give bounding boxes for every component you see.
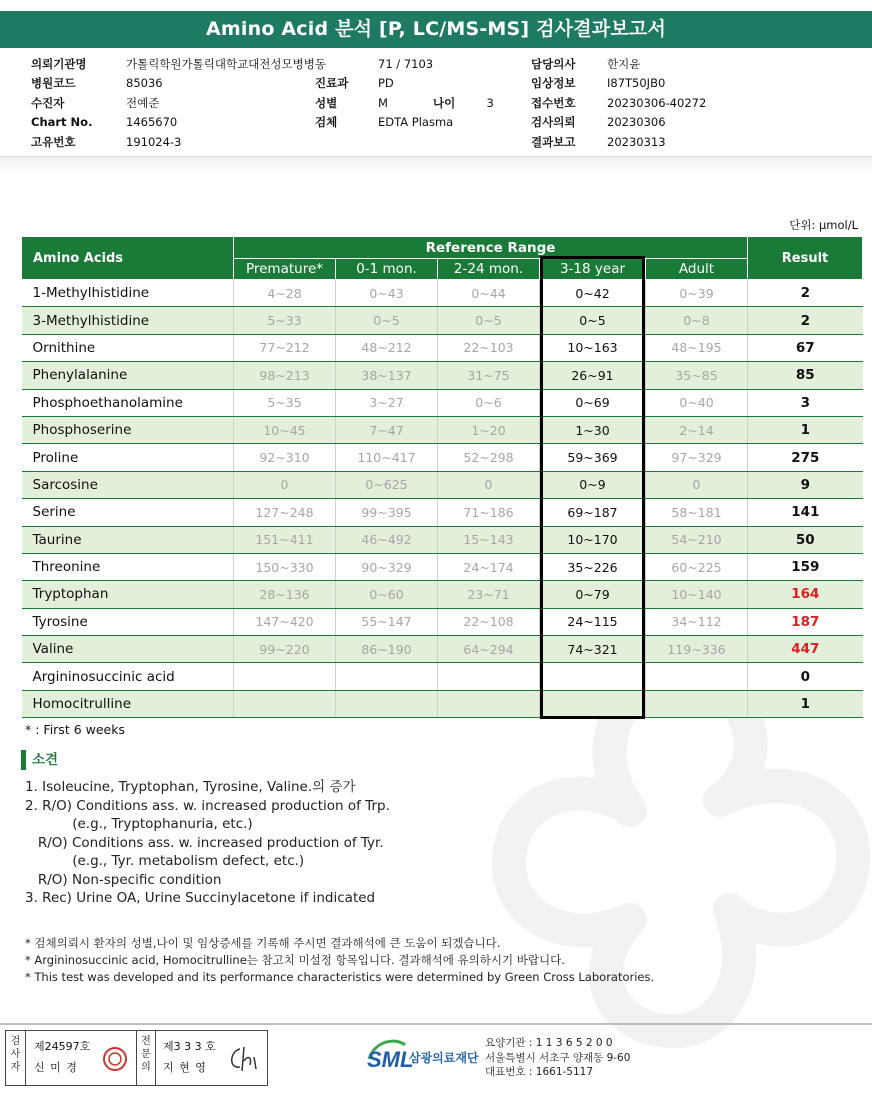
- ref-range-cell: 98~213: [234, 362, 336, 389]
- table-row: [22, 389, 863, 416]
- table-row: [22, 416, 863, 443]
- amino-acid-name: Phenylalanine: [22, 362, 234, 389]
- table-row: [22, 499, 863, 526]
- tester-number: 제24597호: [34, 1040, 91, 1053]
- ref-range-cell: 35~226: [540, 553, 646, 580]
- ref-range-cell: 60~225: [646, 553, 748, 580]
- table-row: [22, 307, 863, 334]
- patient-info-labels-3: [531, 55, 575, 152]
- ref-range-cell: 127~248: [234, 499, 336, 526]
- amino-acid-name: Tyrosine: [22, 608, 234, 635]
- result-value: 141: [748, 499, 863, 526]
- ref-range-cell: 0~44: [438, 280, 540, 307]
- col2-label-0: [315, 55, 348, 74]
- table-row: [22, 444, 863, 471]
- ref-range-cell: 0~5: [336, 307, 438, 334]
- ref-range-cell: 55~147: [336, 608, 438, 635]
- ref-range-cell: 71~186: [438, 499, 540, 526]
- col1-value-1: 85036: [126, 76, 163, 91]
- col2-value-2: M: [378, 95, 388, 110]
- ref-range-cell: 7~47: [336, 416, 438, 443]
- patient-info-values-1: [126, 55, 326, 152]
- subheader-ref-0: Premature*: [234, 259, 336, 280]
- ref-range-cell: 0~43: [336, 280, 438, 307]
- result-value: 1: [748, 690, 863, 717]
- ref-range-cell: [646, 690, 748, 717]
- finding-line: (e.g., Tryptophanuria, etc.): [25, 816, 253, 832]
- col3-label-3: 검사의뢰: [531, 115, 576, 130]
- subheader-ref-4: Adult: [646, 259, 748, 280]
- table-row: [22, 280, 863, 307]
- col2-value-1: PD: [378, 76, 394, 91]
- col3-label-4: 결과보고: [531, 134, 576, 149]
- result-value: 164: [748, 581, 863, 608]
- age-range-highlight-box: [540, 256, 645, 719]
- ref-range-cell: 99~220: [234, 636, 336, 663]
- ref-range-cell: 5~35: [234, 389, 336, 416]
- amino-acid-name: Ornithine: [22, 334, 234, 361]
- col2-label-2: 성별: [315, 95, 338, 110]
- result-value: 275: [748, 444, 863, 471]
- ref-range-cell: 23~71: [438, 581, 540, 608]
- table-row: [22, 526, 863, 553]
- col2-value-3: EDTA Plasma: [378, 115, 454, 130]
- age-info: [433, 94, 494, 113]
- col2-label-1: 진료과: [315, 76, 349, 91]
- findings-title: 소견: [21, 750, 58, 770]
- result-value: 3: [748, 389, 863, 416]
- ref-range-cell: 5~33: [234, 307, 336, 334]
- ref-range-cell: 24~174: [438, 553, 540, 580]
- col1-label-3: Chart No.: [31, 115, 93, 130]
- col1-label-1: 병원코드: [31, 76, 76, 91]
- ref-range-cell: 31~75: [438, 362, 540, 389]
- ref-range-cell: 0: [234, 471, 336, 498]
- finding-line: 1. Isoleucine, Tryptophan, Tyrosine, Valine.의 증가: [25, 779, 356, 795]
- ref-range-cell: 10~45: [234, 416, 336, 443]
- result-value: 0: [748, 663, 863, 690]
- table-row: [22, 663, 863, 690]
- patient-info-labels-1: [31, 55, 92, 152]
- ref-range-cell: 0~79: [540, 581, 646, 608]
- amino-acid-name: Serine: [22, 499, 234, 526]
- ref-range-cell: 0~69: [540, 389, 646, 416]
- ref-range-cell: [438, 663, 540, 690]
- ref-range-cell: 119~336: [646, 636, 748, 663]
- amino-acid-name: Tryptophan: [22, 581, 234, 608]
- finding-line: 3. Rec) Urine OA, Urine Succinylacetone if indicated: [25, 890, 376, 906]
- note-line: * Argininosuccinic acid, Homocitrulline는 참고치 미설정 항목입니다. 결과해석에 유의하시기 바랍니다.: [25, 953, 565, 967]
- col3-label-0: 담당의사: [531, 57, 576, 71]
- lab-logo: [365, 1035, 483, 1081]
- ref-range-cell: 10~163: [540, 334, 646, 361]
- footnote: * : First 6 weeks: [25, 722, 125, 737]
- col1-label-4: 고유번호: [31, 134, 76, 149]
- finding-line: 2. R/O) Conditions ass. w. increased production of Trp.: [25, 797, 390, 814]
- ref-range-cell: 92~310: [234, 444, 336, 471]
- ref-range-cell: 48~212: [336, 334, 438, 361]
- ref-range-cell: 34~112: [646, 608, 748, 635]
- unit-label: 단위: μmol/L: [789, 218, 858, 232]
- table-row: [22, 471, 863, 498]
- ref-range-cell: 10~140: [646, 581, 748, 608]
- ref-range-cell: 0~6: [438, 389, 540, 416]
- ref-range-cell: 54~210: [646, 526, 748, 553]
- amino-acid-name: 3-Methylhistidine: [22, 307, 234, 334]
- result-value: 2: [748, 280, 863, 307]
- lab-address: 서울특별시 서초구 양재동 9-60: [485, 1051, 631, 1064]
- ref-range-cell: 0: [646, 471, 748, 498]
- doctor-number: 제3 3 3 호: [163, 1040, 216, 1053]
- ref-range-cell: 150~330: [234, 553, 336, 580]
- col3-value-4: 20230313: [607, 134, 666, 149]
- col3-value-2: 20230306-40272: [607, 95, 707, 110]
- ref-range-cell: [234, 690, 336, 717]
- amino-acid-name: Threonine: [22, 553, 234, 580]
- result-value: 187: [748, 608, 863, 635]
- ref-range-cell: 64~294: [438, 636, 540, 663]
- svg-text:SML: SML: [367, 1047, 414, 1072]
- ref-range-cell: 26~91: [540, 362, 646, 389]
- ref-range-cell: 15~143: [438, 526, 540, 553]
- ref-range-cell: 0: [438, 471, 540, 498]
- ref-range-cell: [438, 690, 540, 717]
- amino-acid-name: Sarcosine: [22, 471, 234, 498]
- amino-acid-name: Homocitrulline: [22, 690, 234, 717]
- ref-range-cell: 59~369: [540, 444, 646, 471]
- col1-label-0: 의뢰기관명: [31, 57, 87, 71]
- ref-range-cell: 1~30: [540, 416, 646, 443]
- col1-label-2: 수진자: [31, 95, 65, 110]
- ref-range-cell: 97~329: [646, 444, 748, 471]
- notes-list: [25, 935, 654, 986]
- ref-range-cell: 1~20: [438, 416, 540, 443]
- ref-range-cell: 48~195: [646, 334, 748, 361]
- ref-range-cell: 24~115: [540, 608, 646, 635]
- report-title: Amino Acid 분석 [P, LC/MS-MS] 검사결과보고서: [0, 11, 872, 48]
- tester-name: 신 미 경: [34, 1061, 78, 1074]
- amino-acid-name: Argininosuccinic acid: [22, 663, 234, 690]
- ref-range-cell: 28~136: [234, 581, 336, 608]
- subheader-ref-2: 2-24 mon.: [438, 259, 540, 280]
- table-row: [22, 690, 863, 717]
- lab-code: 요양기관 : 1 1 3 6 5 2 0 0: [485, 1037, 613, 1049]
- finding-line: R/O) Conditions ass. w. increased production of Tyr.: [25, 834, 384, 851]
- table-row: [22, 636, 863, 663]
- doctor-name: 지 현 영: [163, 1061, 207, 1074]
- ref-range-cell: 4~28: [234, 280, 336, 307]
- col1-value-4: 191024-3: [126, 134, 182, 149]
- footer-divider: [0, 1023, 872, 1025]
- table-row: [22, 581, 863, 608]
- col1-value-2: 전예준: [126, 95, 160, 110]
- ref-range-cell: 10~170: [540, 526, 646, 553]
- ref-range-cell: [646, 663, 748, 690]
- ref-range-cell: 0~625: [336, 471, 438, 498]
- ref-range-cell: 0~9: [540, 471, 646, 498]
- amino-acid-name: Taurine: [22, 526, 234, 553]
- table-row: [22, 608, 863, 635]
- doctor-label: [136, 1031, 156, 1085]
- ref-range-cell: 22~103: [438, 334, 540, 361]
- result-value: 9: [748, 471, 863, 498]
- col3-value-3: 20230306: [607, 115, 666, 130]
- table-body: [22, 280, 863, 718]
- col2-label-3: 검체: [315, 115, 338, 130]
- result-value: 50: [748, 526, 863, 553]
- tester-label: [6, 1031, 26, 1085]
- subheader-ref-3: 3-18 year: [540, 259, 646, 280]
- ref-range-cell: 0~40: [646, 389, 748, 416]
- header-amino-acids: Amino Acids: [22, 237, 234, 280]
- ref-range-cell: 0~42: [540, 280, 646, 307]
- ref-range-cell: 0~5: [438, 307, 540, 334]
- ref-range-cell: 110~417: [336, 444, 438, 471]
- amino-acid-name: Proline: [22, 444, 234, 471]
- subheader-ref-1: 0-1 mon.: [336, 259, 438, 280]
- note-line: * This test was developed and its performance characteristics were determined by Green Cross Laboratories.: [25, 970, 655, 984]
- ref-range-cell: 0~8: [646, 307, 748, 334]
- ref-range-cell: 86~190: [336, 636, 438, 663]
- ref-range-cell: 147~420: [234, 608, 336, 635]
- note-line: * 검체의뢰시 환자의 성별,나이 및 임상증세를 기록해 주시면 결과해석에 큰 도움이 되겠습니다.: [25, 936, 501, 950]
- result-value: 159: [748, 553, 863, 580]
- amino-acid-name: 1-Methylhistidine: [22, 280, 234, 307]
- ref-range-cell: 69~187: [540, 499, 646, 526]
- amino-acid-name: Phosphoethanolamine: [22, 389, 234, 416]
- result-value: 67: [748, 334, 863, 361]
- ref-range-cell: 2~14: [646, 416, 748, 443]
- header-reference-range: Reference Range: [234, 237, 748, 259]
- ref-range-cell: 38~137: [336, 362, 438, 389]
- ref-range-cell: 22~108: [438, 608, 540, 635]
- signature-box: [5, 1030, 268, 1086]
- finding-line: (e.g., Tyr. metabolism defect, etc.): [25, 853, 305, 869]
- ref-range-cell: 58~181: [646, 499, 748, 526]
- result-value: 85: [748, 362, 863, 389]
- doctor-label-text: 전 문 의: [141, 1036, 151, 1073]
- ref-range-cell: 35~85: [646, 362, 748, 389]
- header-divider: [0, 156, 872, 174]
- ref-range-cell: 77~212: [234, 334, 336, 361]
- seal-stamp-icon: [102, 1046, 128, 1072]
- amino-acid-table: [21, 236, 863, 718]
- col3-value-0: 한지윤: [607, 57, 641, 71]
- ref-range-cell: 90~329: [336, 553, 438, 580]
- col2-value-0: 71 / 7103: [378, 57, 434, 71]
- result-value: 2: [748, 307, 863, 334]
- ref-range-cell: 3~27: [336, 389, 438, 416]
- age-value: 3: [486, 96, 494, 110]
- ref-range-cell: 0~5: [540, 307, 646, 334]
- tester-label-text: 검 사 자: [10, 1036, 21, 1073]
- ref-range-cell: [234, 663, 336, 690]
- ref-range-cell: 46~492: [336, 526, 438, 553]
- col1-value-0: 가톨릭학원가톨릭대학교대전성모병병동: [126, 57, 326, 71]
- lab-phone: 대표번호 : 1661-5117: [485, 1066, 594, 1078]
- patient-info-labels-2: [315, 55, 348, 133]
- lab-name: 삼광의료재단: [409, 1051, 479, 1065]
- table-row: [22, 553, 863, 580]
- ref-range-cell: 0~39: [646, 280, 748, 307]
- col1-value-3: 1465670: [126, 115, 178, 130]
- ref-range-cell: 99~395: [336, 499, 438, 526]
- lab-info: [485, 1036, 630, 1080]
- finding-line: R/O) Non-specific condition: [25, 871, 222, 888]
- ref-range-cell: 0~60: [336, 581, 438, 608]
- amino-acid-name: Phosphoserine: [22, 416, 234, 443]
- ref-range-cell: [336, 663, 438, 690]
- table-row: [22, 362, 863, 389]
- findings-list: [25, 778, 390, 908]
- result-value: 447: [748, 636, 863, 663]
- patient-info-values-3: [607, 55, 706, 152]
- amino-acid-name: Valine: [22, 636, 234, 663]
- col3-label-1: 임상정보: [531, 76, 576, 91]
- result-value: 1: [748, 416, 863, 443]
- age-label: 나이: [433, 96, 456, 110]
- table-row: [22, 334, 863, 361]
- signature-icon: [226, 1043, 262, 1075]
- ref-range-cell: 74~321: [540, 636, 646, 663]
- header-result: Result: [748, 237, 863, 280]
- ref-range-cell: 151~411: [234, 526, 336, 553]
- col3-value-1: I87T50JB0: [607, 76, 666, 91]
- ref-range-cell: 52~298: [438, 444, 540, 471]
- ref-range-cell: [336, 690, 438, 717]
- col3-label-2: 접수번호: [531, 95, 576, 110]
